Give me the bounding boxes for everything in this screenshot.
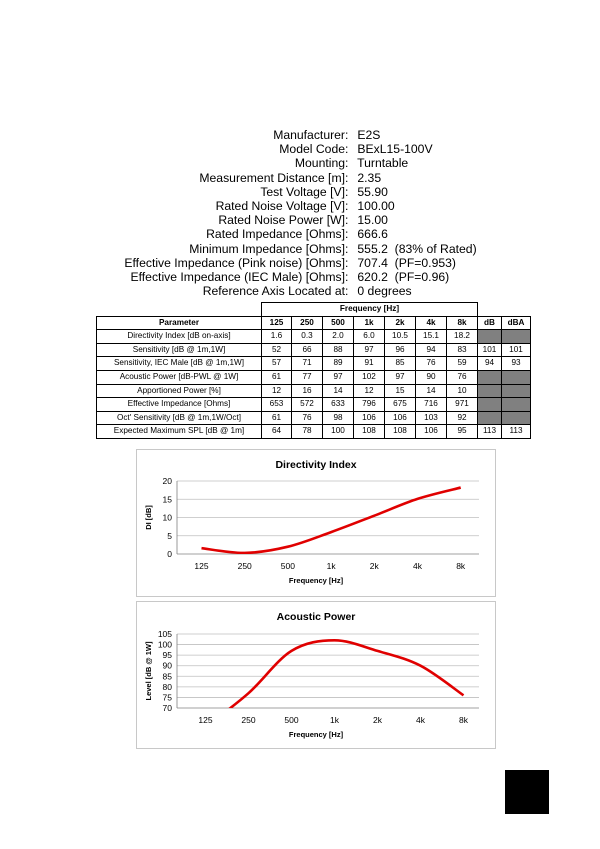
y-tick-label: 105 xyxy=(157,629,172,639)
spec-row xyxy=(0,185,600,199)
x-axis-label: Frequency [Hz] xyxy=(288,576,344,585)
table-cell: 96 xyxy=(385,343,416,357)
table-cell: 113 xyxy=(502,425,531,439)
table-cell: 78 xyxy=(292,425,323,439)
table-cell: 10 xyxy=(447,384,478,398)
x-tick-label: 2k xyxy=(373,715,382,725)
acoustic-power-chart xyxy=(136,601,496,749)
table-cell: 76 xyxy=(447,370,478,384)
table-cell: 101 xyxy=(502,343,531,357)
frequency-header: Frequency [Hz] xyxy=(262,303,478,317)
spec-value: 0 degrees xyxy=(354,284,412,299)
table-row xyxy=(97,384,531,398)
row-label: Oct' Sensitivity [dB @ 1m,1W/Oct] xyxy=(97,411,262,425)
spec-label: Rated Noise Voltage [V] xyxy=(215,198,345,213)
table-corner xyxy=(502,303,531,317)
y-axis-label: DI [dB] xyxy=(144,505,153,530)
spec-value: 555.2 (83% of Rated) xyxy=(354,241,477,256)
spec-separator: : xyxy=(345,156,349,171)
table-cell: 76 xyxy=(416,357,447,371)
table-cell: 106 xyxy=(354,411,385,425)
y-tick-label: 15 xyxy=(162,494,172,505)
x-tick-label: 4k xyxy=(413,561,422,571)
spec-row xyxy=(0,128,600,142)
table-cell: 94 xyxy=(416,343,447,357)
spec-separator: : xyxy=(345,142,349,157)
x-tick-label: 8k xyxy=(456,561,466,571)
spec-row xyxy=(0,156,600,170)
spec-row xyxy=(0,242,600,256)
table-cell: 57 xyxy=(262,357,292,371)
table-cell: 103 xyxy=(416,411,447,425)
table-header-row xyxy=(97,303,531,317)
table-cell: 12 xyxy=(262,384,292,398)
spec-row xyxy=(0,284,600,298)
table-cell: 16 xyxy=(292,384,323,398)
column-header: dBA xyxy=(502,316,531,330)
table-row xyxy=(97,370,531,384)
x-tick-label: 500 xyxy=(284,715,299,725)
empty-cell xyxy=(478,330,502,344)
spec-label: Mounting xyxy=(294,156,345,171)
x-tick-label: 250 xyxy=(241,715,256,725)
y-tick-label: 20 xyxy=(162,476,172,486)
column-header: 8k xyxy=(447,316,478,330)
table-cell: 92 xyxy=(447,411,478,425)
table-cell: 77 xyxy=(292,370,323,384)
table-cell: 71 xyxy=(292,357,323,371)
parameter-header: Parameter xyxy=(97,316,262,330)
table-cell: 52 xyxy=(262,343,292,357)
spec-row xyxy=(0,199,600,213)
spec-label: Model Code xyxy=(279,142,345,157)
y-tick-label: 0 xyxy=(167,549,172,559)
table-cell: 15 xyxy=(385,384,416,398)
column-header: 4k xyxy=(416,316,447,330)
table-cell: 94 xyxy=(478,357,502,371)
y-tick-label: 70 xyxy=(162,703,172,713)
spec-label: Rated Noise Power [W] xyxy=(218,213,345,228)
column-header: 250 xyxy=(292,316,323,330)
table-cell: 12 xyxy=(354,384,385,398)
spec-label: Effective Impedance (Pink noise) [Ohms] xyxy=(124,255,345,270)
empty-cell xyxy=(478,370,502,384)
x-tick-label: 500 xyxy=(280,561,295,571)
spec-row xyxy=(0,227,600,241)
table-corner xyxy=(97,303,262,317)
spec-value: E2S xyxy=(354,128,381,142)
table-cell: 113 xyxy=(478,425,502,439)
table-cell: 6.0 xyxy=(354,330,385,344)
spec-value: 55.90 xyxy=(354,184,388,199)
table-cell: 88 xyxy=(323,343,354,357)
chart-title: Directivity Index xyxy=(275,459,357,471)
column-header: 500 xyxy=(323,316,354,330)
table-cell: 61 xyxy=(262,370,292,384)
table-cell: 66 xyxy=(292,343,323,357)
directivity-chart-svg xyxy=(137,450,495,596)
column-header: 125 xyxy=(262,316,292,330)
spec-separator: : xyxy=(345,170,349,185)
spec-label: Measurement Distance [m] xyxy=(199,170,345,185)
empty-cell xyxy=(478,411,502,425)
empty-cell xyxy=(502,370,531,384)
spec-value: 666.6 xyxy=(354,227,388,242)
y-tick-label: 100 xyxy=(157,639,172,650)
table-cell: 61 xyxy=(262,411,292,425)
spec-separator: : xyxy=(345,269,349,284)
spec-separator: : xyxy=(345,284,349,299)
spec-separator: : xyxy=(345,198,349,213)
x-tick-label: 125 xyxy=(198,715,213,725)
table-cell: 14 xyxy=(416,384,447,398)
table-cell: 106 xyxy=(416,425,447,439)
spec-row xyxy=(0,256,600,270)
table-cell: 95 xyxy=(447,425,478,439)
spec-separator: : xyxy=(345,213,349,228)
x-tick-label: 4k xyxy=(416,715,425,725)
table-cell: 59 xyxy=(447,357,478,371)
table-row xyxy=(97,398,531,412)
table-cell: 102 xyxy=(354,370,385,384)
directivity-chart xyxy=(136,449,496,597)
spec-value: BExL15-100V xyxy=(354,142,433,157)
spec-value: Turntable xyxy=(354,156,409,171)
y-tick-label: 10 xyxy=(162,512,172,523)
table-cell: 90 xyxy=(416,370,447,384)
spec-row xyxy=(0,171,600,185)
empty-cell xyxy=(502,398,531,412)
table-cell: 106 xyxy=(385,411,416,425)
spec-label: Minimum Impedance [Ohms] xyxy=(189,241,345,256)
row-label: Acoustic Power [dB-PWL @ 1W] xyxy=(97,370,262,384)
row-label: Sensitivity, IEC Male [dB @ 1m,1W] xyxy=(97,357,262,371)
column-header: dB xyxy=(478,316,502,330)
page-marker xyxy=(505,770,549,814)
y-tick-label: 85 xyxy=(162,671,172,682)
table-cell: 83 xyxy=(447,343,478,357)
spec-row xyxy=(0,270,600,284)
table-cell: 796 xyxy=(354,398,385,412)
table-cell: 97 xyxy=(323,370,354,384)
spec-row xyxy=(0,213,600,227)
table-row xyxy=(97,425,531,439)
spec-separator: : xyxy=(345,184,349,199)
table-cell: 0.3 xyxy=(292,330,323,344)
spec-label: Effective Impedance (IEC Male) [Ohms] xyxy=(130,269,345,284)
table-cell: 14 xyxy=(323,384,354,398)
y-tick-label: 75 xyxy=(162,692,172,703)
x-tick-label: 250 xyxy=(237,561,252,571)
spec-label: Test Voltage [V] xyxy=(260,184,345,199)
table-row xyxy=(97,411,531,425)
table-cell: 108 xyxy=(385,425,416,439)
table-cell: 91 xyxy=(354,357,385,371)
spec-value: 100.00 xyxy=(354,198,395,213)
table-cell: 572 xyxy=(292,398,323,412)
empty-cell xyxy=(478,398,502,412)
spec-separator: : xyxy=(345,255,349,270)
column-header: 1k xyxy=(354,316,385,330)
empty-cell xyxy=(478,384,502,398)
table-row xyxy=(97,357,531,371)
table-cell: 971 xyxy=(447,398,478,412)
empty-cell xyxy=(502,330,531,344)
x-tick-label: 125 xyxy=(194,561,209,571)
table-cell: 97 xyxy=(385,370,416,384)
x-tick-label: 1k xyxy=(326,561,336,571)
table-cell: 675 xyxy=(385,398,416,412)
spec-value: 15.00 xyxy=(354,213,388,228)
spec-separator: : xyxy=(345,241,349,256)
spec-value: 707.4 (PF=0.953) xyxy=(354,255,456,270)
row-label: Apportioned Power [%] xyxy=(97,384,262,398)
spec-separator: : xyxy=(345,227,349,242)
column-header: 2k xyxy=(385,316,416,330)
chart-title: Acoustic Power xyxy=(276,611,356,623)
parameter-table xyxy=(96,302,531,439)
acoustic-power-chart-svg xyxy=(137,602,495,748)
spec-value: 620.2 (PF=0.96) xyxy=(354,269,450,284)
table-cell: 97 xyxy=(354,343,385,357)
x-tick-label: 2k xyxy=(369,561,379,571)
table-cell: 100 xyxy=(323,425,354,439)
empty-cell xyxy=(502,384,531,398)
series-line xyxy=(202,488,461,553)
table-cell: 89 xyxy=(323,357,354,371)
table-cell: 716 xyxy=(416,398,447,412)
table-cell: 633 xyxy=(323,398,354,412)
table-cell: 10.5 xyxy=(385,330,416,344)
y-axis-label: Level [dB @ 1W] xyxy=(144,641,153,701)
table-corner xyxy=(478,303,502,317)
table-cell: 64 xyxy=(262,425,292,439)
y-tick-label: 5 xyxy=(167,530,172,541)
row-label: Expected Maximum SPL [dB @ 1m] xyxy=(97,425,262,439)
spec-label: Manufacturer xyxy=(273,128,345,142)
table-cell: 18.2 xyxy=(447,330,478,344)
table-row xyxy=(97,330,531,344)
y-tick-label: 90 xyxy=(162,660,172,671)
x-tick-label: 8k xyxy=(459,715,468,725)
table-cell: 108 xyxy=(354,425,385,439)
spec-label: Rated Impedance [Ohms] xyxy=(206,227,345,242)
spec-separator: : xyxy=(345,128,349,142)
y-tick-label: 80 xyxy=(162,681,172,692)
table-cell: 2.0 xyxy=(323,330,354,344)
table-cell: 653 xyxy=(262,398,292,412)
table-cell: 85 xyxy=(385,357,416,371)
table-cell: 93 xyxy=(502,357,531,371)
spec-value: 2.35 xyxy=(354,170,382,185)
row-label: Sensitivity [dB @ 1m,1W] xyxy=(97,343,262,357)
y-tick-label: 95 xyxy=(162,650,172,661)
empty-cell xyxy=(502,411,531,425)
x-axis-label: Frequency [Hz] xyxy=(288,730,344,739)
table-cell: 76 xyxy=(292,411,323,425)
row-label: Directivity Index [dB on-axis] xyxy=(97,330,262,344)
row-label: Effective Impedance [Ohms] xyxy=(97,398,262,412)
table-header-row xyxy=(97,316,531,330)
table-row xyxy=(97,343,531,357)
x-tick-label: 1k xyxy=(330,715,339,725)
table-cell: 1.6 xyxy=(262,330,292,344)
spec-list xyxy=(0,128,600,298)
table-cell: 15.1 xyxy=(416,330,447,344)
spec-row xyxy=(0,142,600,156)
spec-label: Reference Axis Located at xyxy=(202,284,345,299)
table-cell: 101 xyxy=(478,343,502,357)
table-cell: 98 xyxy=(323,411,354,425)
